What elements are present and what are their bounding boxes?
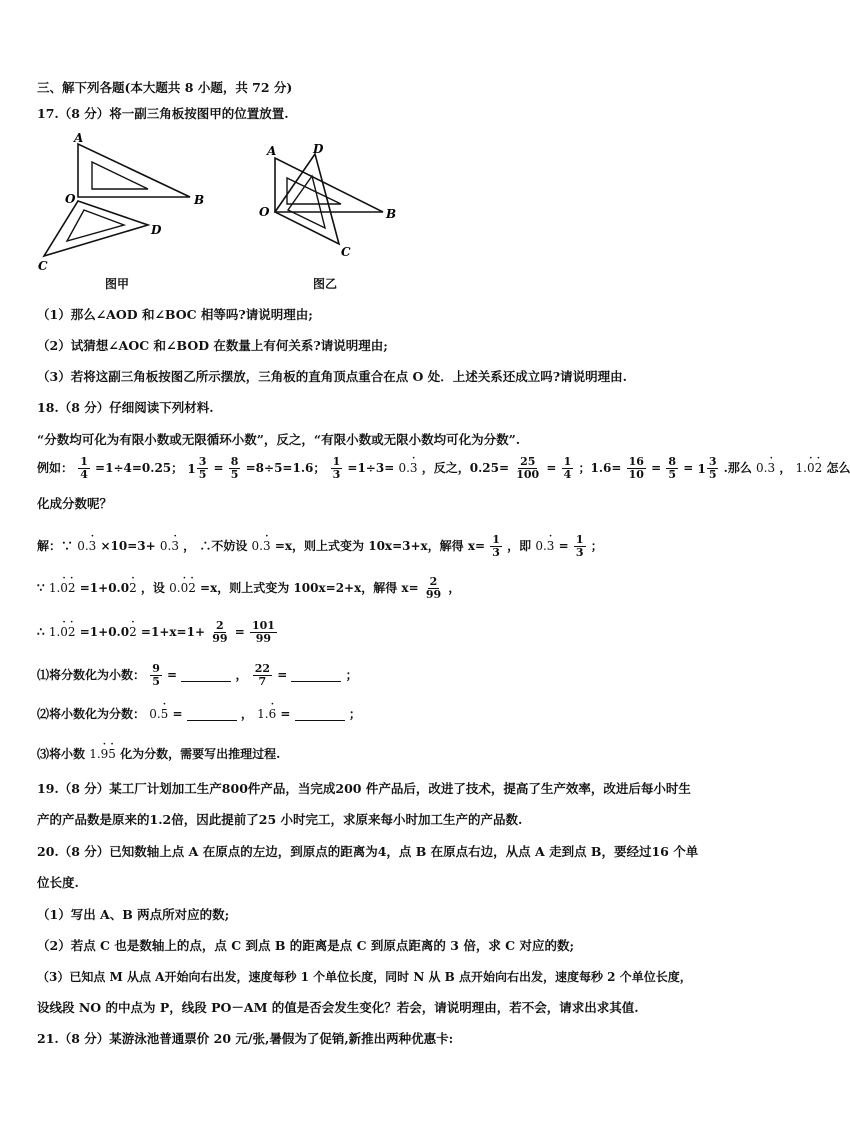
repeat-0.3b: 0.· 3 xyxy=(756,461,775,475)
q18-solution-line1 xyxy=(37,534,603,559)
repeat-1.02c: 1.· 0· 2 xyxy=(49,625,76,639)
eg-c: =1÷3= xyxy=(347,461,395,475)
l2-b: =1+0.0 xyxy=(79,581,130,595)
repeat-1.02: 1.· 0· 2 xyxy=(796,461,823,475)
repeat-0.3: 0.· 3 xyxy=(398,461,417,475)
frac-16-10: $\frac{16}{10}$ xyxy=(628,455,644,481)
eg-j: ， xyxy=(779,461,792,475)
q21-line1: 21.（8 分）某游泳池普通票价 20 元/张,暑假为了促销,新推出两种优惠卡: xyxy=(37,1031,454,1046)
q20-part3b: 设线段 NO 的中点为 P，线段 PO－AM 的值是否会发生变化？若会，请说明理由，若不会，请求出求其值. xyxy=(37,1000,639,1015)
eg-b1: = xyxy=(213,461,224,475)
frac-1-3: $\frac{1}{3}$ xyxy=(332,455,341,481)
fig-yi-label-D: D xyxy=(313,142,324,156)
repeat-0.02: 0.· 0· 2 xyxy=(169,581,196,595)
q18-sub1 xyxy=(37,663,358,688)
fig-jia-triangle-upper-inner xyxy=(92,162,148,189)
answer-blank-2[interactable] xyxy=(291,669,341,682)
sub2-b: = xyxy=(172,707,183,721)
sol-g: ； xyxy=(590,539,603,553)
q19-line2: 产的产品数是原来的1.2倍，因此提前了25 小时完工，求原来每小时加工生产的产品数. xyxy=(37,812,523,827)
repeat-digit-2: · 2 xyxy=(129,580,137,596)
fig-yi-label-C: C xyxy=(341,245,351,259)
q20-part3a: （3）已知点 M 从点 A开始向右出发，速度每秒 1 个单位长度，同时 N 从 B 点开始向右出发，速度每秒 2 个单位长度， xyxy=(37,970,692,984)
fig-jia-label-A: A xyxy=(74,131,84,145)
frac-sol-1-3: $\frac{1}{3}$ xyxy=(492,533,500,559)
q18-example-cont: 化成分数呢？ xyxy=(37,496,113,511)
repeat-0.3f: 0.· 3 xyxy=(535,539,554,553)
frac-9-5: $\frac{9}{5}$ xyxy=(152,662,160,688)
repeat-digit-2b: · 2 xyxy=(129,624,137,640)
eg-g: = xyxy=(651,461,662,475)
frac-2-99: $\frac{2}{99}$ xyxy=(425,575,442,601)
frac-101-99: $\frac{101}{99}$ xyxy=(251,619,275,645)
eg-h: = xyxy=(683,461,694,475)
frac-22-7: $\frac{22}{7}$ xyxy=(254,662,270,688)
l2-e: ， xyxy=(448,581,461,595)
sub2-d: = xyxy=(280,707,291,721)
l2-a: ∵ xyxy=(37,581,45,595)
fig-jia-caption: 图甲 xyxy=(105,277,130,291)
mixed-1-3-5: 1 $\frac{3}{5}$ xyxy=(187,455,207,481)
q20-part2: （2）若点 C 也是数轴上的点，点 C 到点 B 的距离是点 C 到原点距离的 3 倍，求 C 对应的数; xyxy=(37,938,575,953)
figure-yi xyxy=(255,138,405,268)
sub1-d: = xyxy=(277,668,288,682)
sub1-a: ⑴将分数化为小数： xyxy=(37,668,146,682)
l2-c: ，设 xyxy=(140,581,165,595)
q17-header: 17.（8 分）将一副三角板按图甲的位置放置. xyxy=(37,106,289,121)
q18-solution-line2 xyxy=(37,576,460,601)
repeat-0.3c: 0.· 3 xyxy=(77,539,96,553)
q20-line2: 位长度. xyxy=(37,875,79,890)
l3-a: ∴ xyxy=(37,625,45,639)
eg-b2: =8÷5=1.6； xyxy=(245,461,326,475)
eg-a: =1÷4=0.25； xyxy=(95,461,184,475)
answer-blank-1[interactable] xyxy=(181,669,231,682)
q18-quote: “分数均可化为有限小数或无限循环小数”，反之，“有限小数或无限小数均可化为分数”. xyxy=(37,432,521,447)
figure-jia xyxy=(30,128,220,278)
eg-k: 怎么 xyxy=(826,461,850,475)
fig-yi-label-O: O xyxy=(259,205,270,219)
sub3-b: 化为分数，需要写出推理过程. xyxy=(120,747,281,761)
eg-d: ，反之，0.25= xyxy=(421,461,510,475)
frac-8-5b: $\frac{8}{5}$ xyxy=(668,455,677,481)
sub1-e: ； xyxy=(345,668,358,682)
fig-jia-label-D: D xyxy=(151,223,162,237)
repeat-0.5: 0.· 5 xyxy=(149,707,168,721)
q18-header: 18.（8 分）仔细阅读下列材料. xyxy=(37,400,214,415)
l2-d: =x，则上式变为 100x=2+x，解得 x= xyxy=(200,581,419,595)
fig-yi-label-B: B xyxy=(386,207,397,221)
q18-sub3 xyxy=(37,746,280,762)
sub3-a: ⑶将小数 xyxy=(37,747,86,761)
fig-jia-triangle-lower-outer xyxy=(44,201,148,256)
repeat-0.3d: 0.· 3 xyxy=(160,539,179,553)
frac-sol-1-3b: $\frac{1}{3}$ xyxy=(575,533,584,559)
mixed-1-3-5b: 1 $\frac{3}{5}$ xyxy=(697,455,717,481)
frac-8-5: $\frac{8}{5}$ xyxy=(230,455,239,481)
frac-1-4: $\frac{1}{4}$ xyxy=(80,455,88,481)
eg-i: .那么 xyxy=(723,461,752,475)
l3-b: =1+0.0 xyxy=(79,625,130,639)
q18-sub2 xyxy=(37,706,361,722)
eg-prefix: 例如： xyxy=(37,461,74,475)
sol-f: = xyxy=(558,539,569,553)
q20-part1: （1）写出 A、B 两点所对应的数; xyxy=(37,907,230,922)
sol-d: =x，则上式变为 10x=3+x，解得 x= xyxy=(274,539,486,553)
sol-e: ，即 xyxy=(507,539,532,553)
repeat-1.6: 1.· 6 xyxy=(257,707,276,721)
q18-example-line xyxy=(37,456,850,481)
fig-yi-caption: 图乙 xyxy=(313,277,338,291)
q18-solution-line3 xyxy=(37,620,278,645)
eg-e: = xyxy=(546,461,557,475)
repeat-0.3e: 0.· 3 xyxy=(252,539,271,553)
sol-c: ， ∴不妨设 xyxy=(183,539,248,553)
repeat-1.95: 1.· 9· 5 xyxy=(89,747,116,761)
fig-jia-label-O: O xyxy=(65,192,76,206)
l3-c: =1+x=1+ xyxy=(140,625,205,639)
sol-a: 解：∵ xyxy=(37,539,74,553)
answer-blank-3[interactable] xyxy=(187,708,237,721)
q19-line1: 19.（8 分）某工厂计划加工生产800件产品，当完成200 件产品后，改进了技术，提高了生产效率，改进后每小时生 xyxy=(37,781,691,796)
sub2-e: ； xyxy=(348,707,361,721)
q17-part3: （3）若将这副三角板按图乙所示摆放，三角板的直角顶点重合在点 O 处．上述关系还成立吗?请说明理由. xyxy=(37,369,627,384)
frac-1-4b: $\frac{1}{4}$ xyxy=(563,455,572,481)
q17-part1: （1）那么∠AOD 和∠BOC 相等吗?请说明理由; xyxy=(37,307,313,322)
eg-f: ；1.6= xyxy=(578,461,622,475)
fig-yi-label-A: A xyxy=(267,144,277,158)
sub1-b: = xyxy=(167,668,178,682)
frac-2-99b: $\frac{2}{99}$ xyxy=(212,619,228,645)
l3-d: = xyxy=(234,625,245,639)
frac-25-100: $\frac{25}{100}$ xyxy=(516,455,540,481)
repeat-1.02b: 1.· 0· 2 xyxy=(49,581,76,595)
fig-jia-label-B: B xyxy=(194,193,205,207)
sub1-c: ， xyxy=(235,668,248,682)
answer-blank-4[interactable] xyxy=(295,708,345,721)
sol-b: ×10=3+ xyxy=(100,539,156,553)
q17-part2: （2）试猜想∠AOC 和∠BOD 在数量上有何关系?请说明理由; xyxy=(37,338,388,353)
sub2-a: ⑵将小数化为分数： xyxy=(37,707,146,721)
sub2-c: ， xyxy=(240,707,253,721)
q20-line1: 20.（8 分）已知数轴上点 A 在原点的左边，到原点的距离为4，点 B 在原点右边，从点 A 走到点 B，要经过16 个单 xyxy=(37,844,699,859)
section-title: 三、解下列各题(本大题共 8 小题，共 72 分) xyxy=(37,80,293,95)
fig-jia-label-C: C xyxy=(38,259,48,273)
